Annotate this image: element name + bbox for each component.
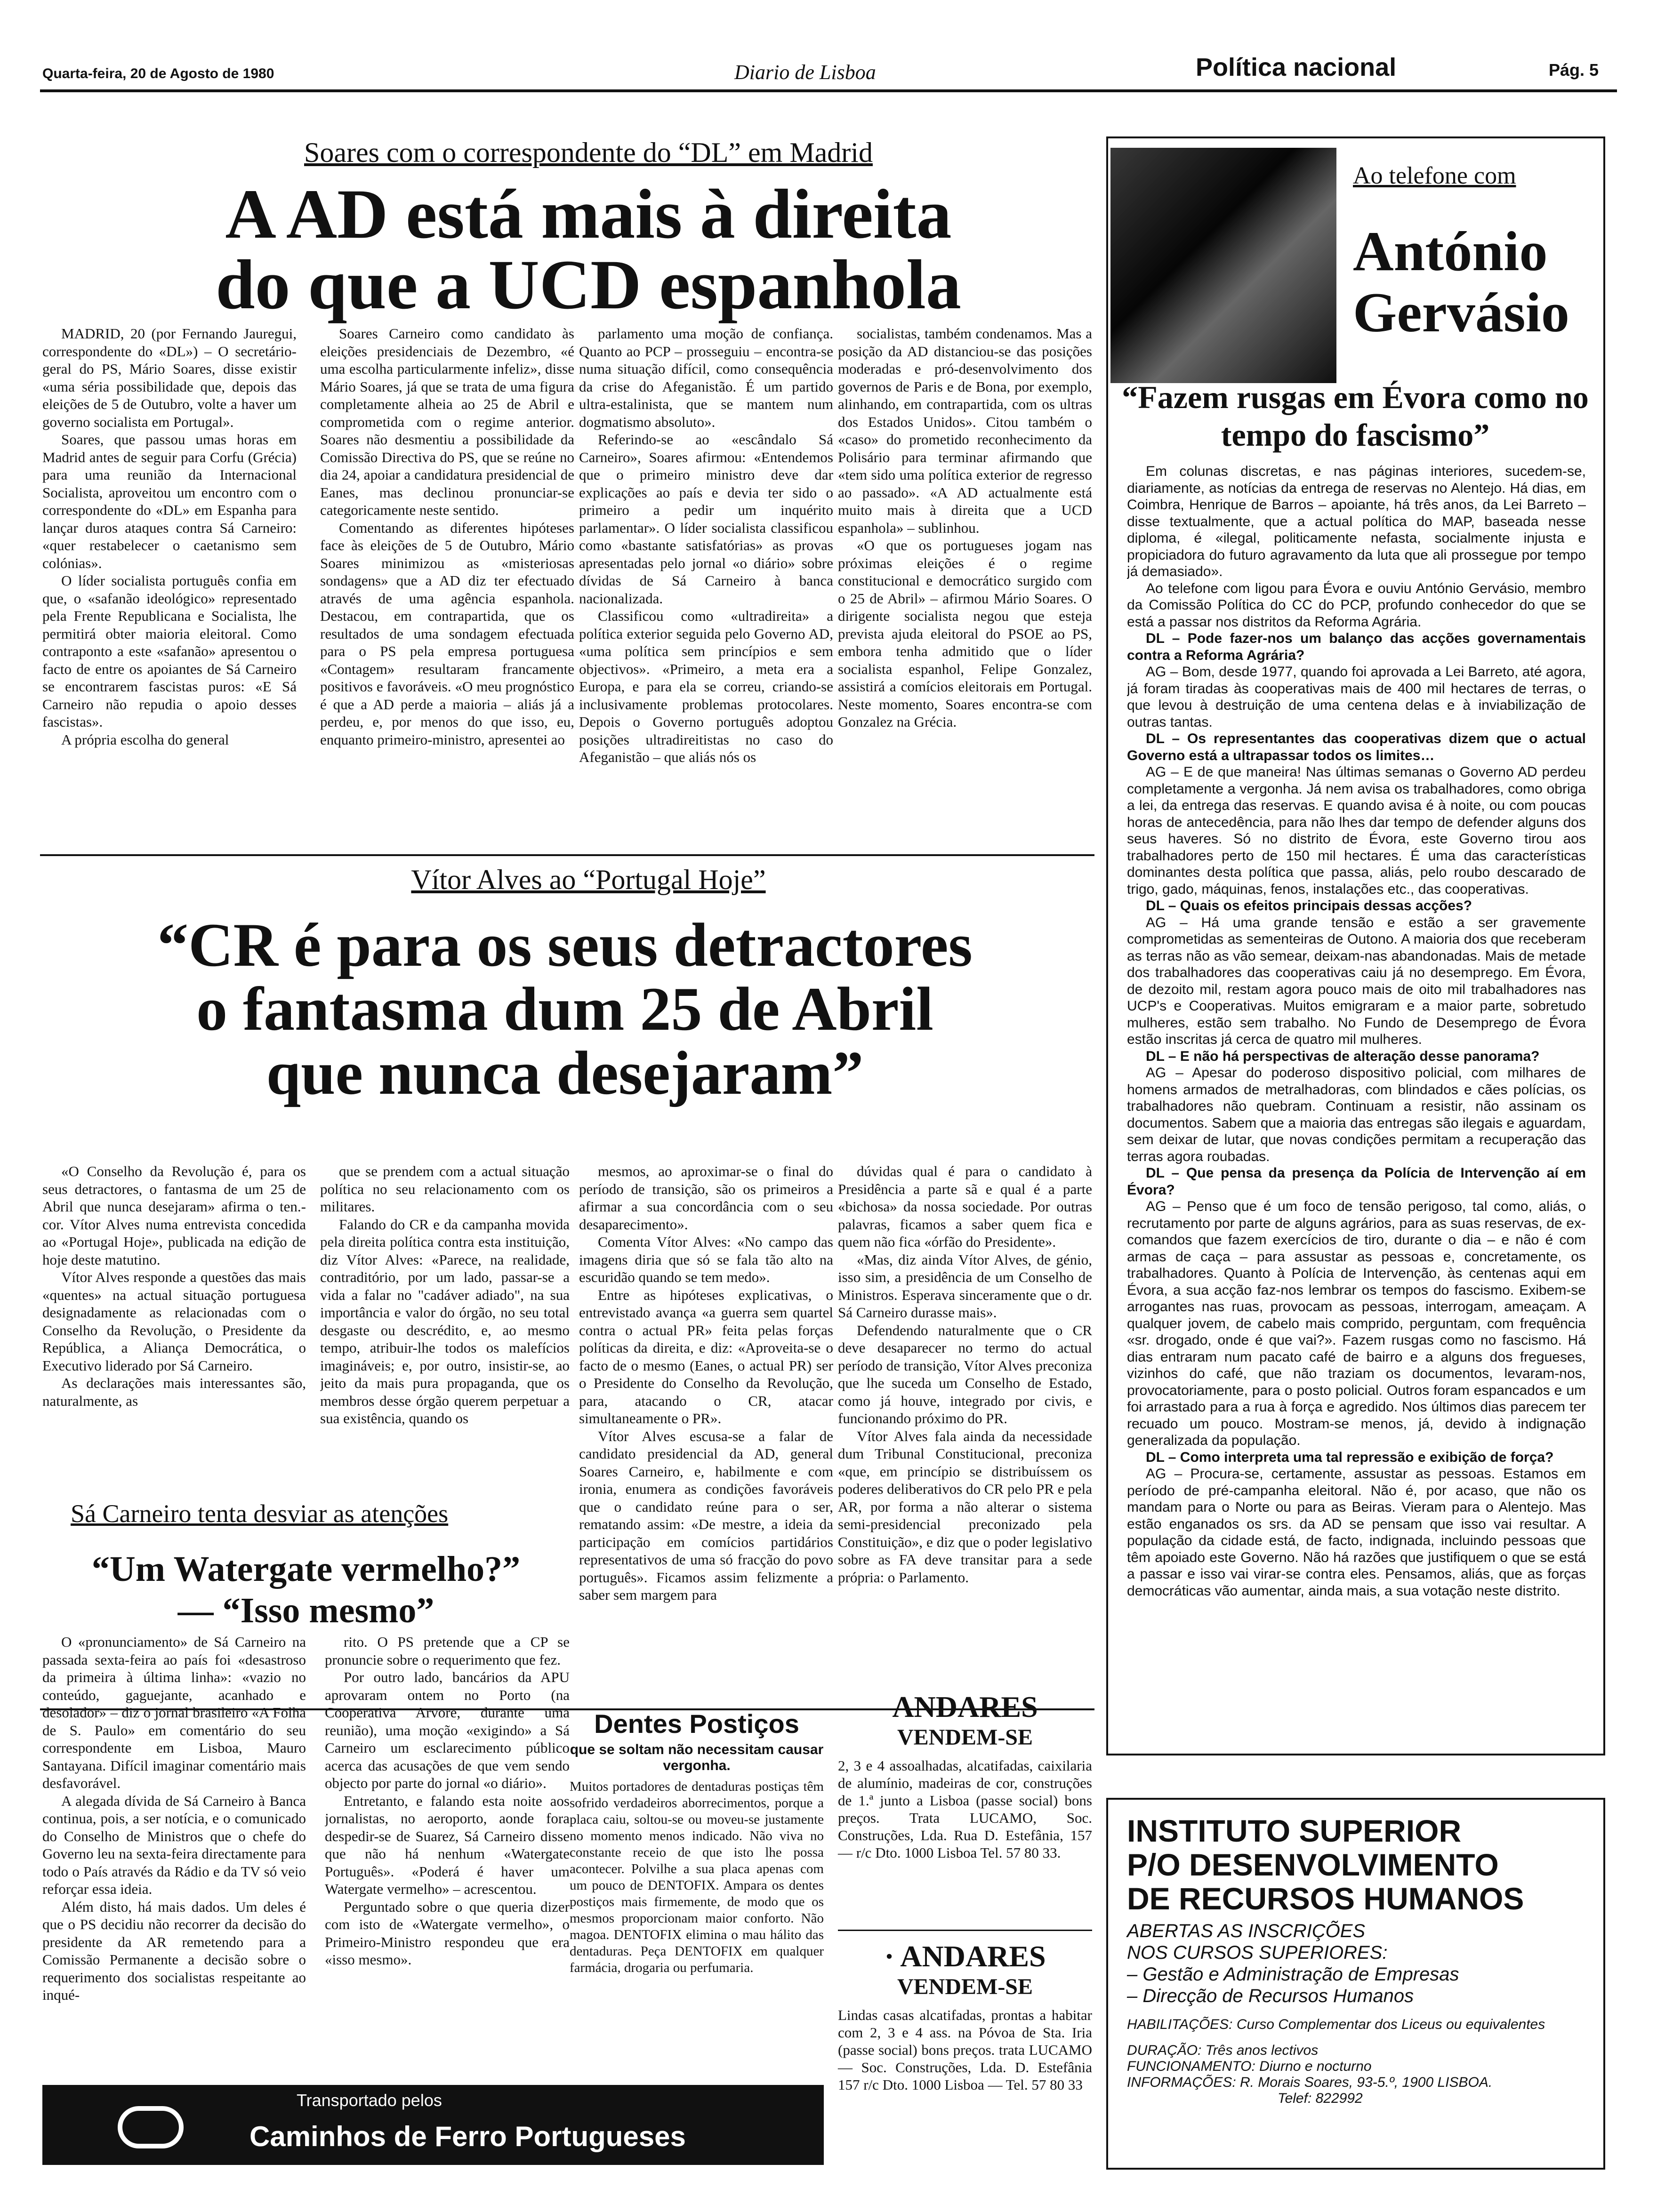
ad-instituto-info-line: INFORMAÇÕES: R. Morais Soares, 93-5.º, 1900 LISBOA. bbox=[1127, 2075, 1493, 2090]
interview-name-line: António bbox=[1353, 220, 1548, 282]
article2-title-line: o fantasma dum 25 de Abril bbox=[196, 974, 933, 1043]
interview-name-line: Gervásio bbox=[1353, 281, 1569, 344]
interview-question: DL – Quais os efeitos principais dessas acções? bbox=[1146, 898, 1472, 914]
article2-title-line: que nunca desejaram” bbox=[266, 1038, 864, 1107]
paragraph: Vítor Alves responde a questões das mais «quentes» na actual situação portuguesa designadamente as relacionadas com o Conselho da Revolução, o Presidente da República, a Aliança Democrática, o Executivo liderado por Sá Carneiro. bbox=[42, 1269, 306, 1374]
interview-intro: Em colunas discretas, e nas páginas interiores, sucedem-se, diariamente, as notícias da entrega de reservas no Alentejo. Há dias, em Coimbra, Henrique de Barros – apoiante, há três anos, da Lei Barreto – disse textualmente, que a actual política do MAP, baseada nesse diploma, é «ilegal, politicamente nefasta, socialmente injusta e propiciadora do futuro agravamento da luta que ali prossegue por tempo já demasiado». bbox=[1127, 464, 1586, 579]
paragraph: Comentando as diferentes hipóteses face às eleições de 5 de Outubro, Mário Soares minimizou as «misteriosas sondagens» que a AD diz ter efectuado através de uma agência espanhola. Destacou, em contrapartida, que os resultados de uma sondagem efectuada para o PS pela empresa portuguesa «Contagem» resultaram francamente positivos e favoráveis. «O meu prognóstico é que a AD perde a maioria – aliás já a perdeu, e, por menos do que isso, eu, enquanto primeiro-ministro, apresentei ao bbox=[320, 519, 574, 748]
interview-intro2: Ao telefone com ligou para Évora e ouviu António Gervásio, membro da Comissão Política do CC do PCP, profundo conhecedor do que se está a passar nos distritos da Reforma Agrária. bbox=[1127, 580, 1586, 630]
interview-question: DL – Os representantes das cooperativas dizem que o actual Governo está a ultrapassar todos os limites… bbox=[1127, 731, 1586, 763]
paragraph: socialistas, também condenamos. Mas a posição da AD distanciou-se das posições moderadas e pró-desenvolvimento dos governos de Paris e de Bona, por exemplo, alinhando, em contrapartida, com os ultras dos Estados Unidos». Citou também o «caso» do prometido reconhecimento da Polisário para terminar afirmando que «tem sido uma política exterior de regresso ao passado». «A AD actualmente está muito mais à direita que a UCD espanhola» – sublinhou. bbox=[838, 325, 1092, 536]
ad-instituto-line: – Direcção de Recursos Humanos bbox=[1127, 1986, 1414, 2006]
article1-title-line: do que a UCD espanhola bbox=[216, 246, 961, 324]
paragraph: Vítor Alves escusa-se a falar de candidato presidencial da AD, general Soares Carneiro, e, habilmente e com ironia, enumera as condições favoráveis que o candidato reúne para o ser, rematando assim: «De mestre, a ideia da participação em comícios partidários representativos de uma só fracção do povo português». Ficamos assim felizmente a saber sem margem para bbox=[579, 1427, 833, 1603]
ad-separator bbox=[838, 1930, 1092, 1931]
ad-andares-body: 2, 3 e 4 assoalhadas, alcatifadas, caixilaria de alumínio, madeiras de cor, construções de 1.ª junto a Lisboa (passe social) bons preços. Trata LUCAMO, Soc. Construções, Lda. Rua D. Estefânia, 157 — r/c Dto. 1000 Lisboa Tel. 57 80 33. bbox=[838, 1757, 1092, 1861]
paragraph: Além disto, há mais dados. Um deles é que o PS decidiu não recorrer da decisão do presidente da AR remetendo para a Comissão Permanente a decisão sobre o requerimento dos socialistas respeitante ao inqué- bbox=[42, 1898, 306, 2003]
article1-col bbox=[320, 325, 574, 847]
article3-title-line: — “Isso mesmo” bbox=[177, 1591, 434, 1630]
paragraph: «O que os portugueses jogam nas próximas eleições é o regime constitucional e democrático surgido com o 25 de Abril» – afirmou Mário Soares. O dirigente socialista negou que esteja prevista ajuda eleitoral do PSOE ao PS, embora tenha admitido que o líder socialista espanhol, Felipe Gonzalez, assistirá a comícios eleitorais em Portugal. Neste momento, Soares encontra-se com Gonzalez na Grécia. bbox=[838, 537, 1092, 730]
article2-col bbox=[42, 1162, 306, 1492]
ad-instituto-line: ABERTAS AS INSCRIÇÕES bbox=[1127, 1921, 1366, 1941]
interview-box bbox=[1106, 136, 1605, 1755]
article3-col bbox=[325, 1633, 570, 2061]
paragraph: parlamento uma moção de confiança. Quanto ao PCP – prosseguiu – encontra-se numa situação difícil, como consequência da crise do Afeganistão. É um partido ultra-estalinista, que se mantem num dogmatismo absoluto». bbox=[579, 325, 833, 430]
interview-answer: AG – Apesar do poderoso dispositivo policial, com milhares de homens armados de metralhadoras, com blindados e cães polícias, os trabalhadores não quebram. Continuam a resistir, não assinam os documentos. Sabem que a maioria das entregas são ilegais e aguardam, sem deixar de lutar, que novas condições permitam a recuperação das terras agora roubadas. bbox=[1127, 1065, 1586, 1164]
paragraph: Soares, que passou umas horas em Madrid antes de seguir para Corfu (Grécia) para uma reunião da Internacional Socialista, aproveitou um encontro com o correspondente do «DL» em Espanha para lançar duros ataques contra Sá Carneiro: «quer restabelecer o caetanismo sem colónias». bbox=[42, 431, 297, 571]
ad-instituto-habil-text: Curso Complementar dos Liceus ou equivalentes bbox=[1236, 2017, 1545, 2032]
ad-instituto-title bbox=[1127, 1814, 1585, 1915]
article1-col bbox=[42, 325, 297, 847]
ad-instituto-habil-label: HABILITAÇÕES: bbox=[1127, 2017, 1233, 2032]
ad-instituto-title-line: INSTITUTO SUPERIOR bbox=[1127, 1813, 1462, 1848]
header-date: Quarta-feira, 20 de Agosto de 1980 bbox=[42, 66, 274, 81]
paragraph: Referindo-se ao «escândalo Sá Carneiro», Soares afirmou: «Entendemos que o primeiro ministro deve dar explicações ao país e devia ter sido o primeiro a pedir um inquérito parlamentar». O líder socialista classificou como «bastante satisfatórias» as provas apresentadas pelo jornal «o diário» sobre dívidas de Sá Carneiro à banca nacionalizada. bbox=[579, 431, 833, 607]
paragraph: que se prendem com a actual situação política no seu relacionamento com os militares. bbox=[320, 1163, 570, 1215]
paragraph: MADRID, 20 (por Fernando Jauregui, correspondente do «DL») – O secretário-geral do PS, Mário Soares, disse existir «uma séria possibilidade que, depois das eleições de 5 de Outubro, volte a haver um governo socialista em Portugal». bbox=[42, 325, 297, 430]
paragraph: A alegada dívida de Sá Carneiro à Banca continua, pois, a ser notícia, e o comunicado do Conselho de Ministros que o chefe do Governo leu na sexta-feira directamente para todo o País através da Rádio e da TV só veio reforçar essa ideia. bbox=[42, 1792, 306, 1897]
paragraph: «Mas, diz ainda Vítor Alves, de génio, isso sim, a presidência de um Conselho de Ministros. Esperava sinceramente que o dr. Sá Carneiro durasse mais». bbox=[838, 1251, 1092, 1321]
interview-question: DL – E não há perspectivas de alteração desse panorama? bbox=[1146, 1048, 1540, 1064]
ad-instituto-title-line: P/O DESENVOLVIMENTO bbox=[1127, 1847, 1499, 1882]
article2-col bbox=[579, 1162, 833, 1708]
article2-kicker: Vítor Alves ao “Portugal Hoje” bbox=[411, 864, 766, 895]
ad-instituto-title-line: DE RECURSOS HUMANOS bbox=[1127, 1881, 1524, 1916]
article2-col bbox=[838, 1162, 1092, 1708]
interview-answer: AG – E de que maneira! Nas últimas semanas o Governo AD perdeu completamente a vergonha. Já nem avisa os trabalhadores, como obriga a lei, da entrega das reservas. E quando avisa é à noite, ou com poucas horas de antecedência, para não lhes dar tempo de defender alguns dos seus haveres. Só no distrito de Évora, este Governo tirou aos trabalhadores perto de 150 mil hectares. É uma das características dominantes desta política que passa, aliás, pelo roubo descarado de trigo, gado, máquinas, fenos, instalações etc., das cooperativas. bbox=[1127, 764, 1586, 897]
article1-col bbox=[579, 325, 833, 847]
paragraph: Entretanto, e falando esta noite aos jornalistas, no aeroporto, aonde fora despedir-se de Suarez, Sá Carneiro disse que não há nenhum «Watergate Português». «Poderá é haver um Watergate vermelho» – acrescentou. bbox=[325, 1792, 570, 1897]
article3-kicker: Sá Carneiro tenta desviar as atenções bbox=[71, 1499, 449, 1528]
ad-instituto-info-line: FUNCIONAMENTO: Diurno e nocturno bbox=[1127, 2059, 1372, 2074]
ad-andares-title: · ANDARES bbox=[884, 1940, 1046, 1973]
interview-name bbox=[1353, 221, 1569, 343]
page-number: Pág. 5 bbox=[1549, 60, 1599, 80]
interview-answer: AG – Há uma grande tensão e estão a ser gravemente comprometidas as sementeiras de Outono. A maioria dos que receberam as terras não as vão semear, deixam-nas abandonadas. Mais de metade dos trabalhadores das cooperativas caiu já no desemprego. Em Évora, de dezoito mil, restam agora pouco mais de oito mil trabalhadores nas UCP's e Cooperativas. Muitos emigraram e a maior parte, sobretudo mulheres, estão sem trabalho. No Fundo de Desemprego de Évora estão inscritas já cerca de quatro mil mulheres. bbox=[1127, 914, 1586, 1047]
ad-instituto-info-line: DURAÇÃO: Três anos lectivos bbox=[1127, 2043, 1319, 2058]
interview-question: DL – Como interpreta uma tal repressão e exibição de força? bbox=[1146, 1449, 1554, 1465]
paragraph: Falando do CR e da campanha movida pela direita política contra esta instituição, diz Vítor Alves: «Parece, na realidade, contraditório, por um lado, passar-se a vida a falar no "cadáver adiado", na sua importância e valor do órgão, no seu total desgaste ou descrédito, e, ao mesmo tempo, atribuir-lhe todos os malefícios imagináveis; e, por outro, insistir-se, ao jeito da mais pura propaganda, que os membros desse órgão querem perpetuar a sua existência, quando os bbox=[320, 1216, 570, 1427]
paragraph: mesmos, ao aproximar-se o final do período de transição, são os primeiros a afirmar a sua concordância com o seu desaparecimento». bbox=[579, 1163, 833, 1233]
article1-col bbox=[838, 325, 1092, 847]
ad-andares-title: ANDARES bbox=[892, 1690, 1038, 1723]
interview-kicker: Ao telefone com bbox=[1353, 162, 1516, 189]
article1-kicker: Soares com o correspondente do “DL” em Madrid bbox=[304, 137, 873, 168]
ad-andares-body: Lindas casas alcatifadas, prontas a habitar com 2, 3 e 4 ass. na Póvoa de Sta. Iria (passe social) bons preços. trata LUCAMO — Soc. Construções, Lda. D. Estefânia 157 r/c Dto. 1000 Lisboa — Tel. 57 80 33 bbox=[838, 2007, 1092, 2093]
paragraph: rito. O PS pretende que a CP se pronuncie sobre o requerimento que fez. bbox=[325, 1634, 570, 1668]
article3-title-line: “Um Watergate vermelho?” bbox=[91, 1549, 521, 1589]
portrait-photo bbox=[1110, 148, 1336, 383]
ad-instituto-line: – Gestão e Administração de Empresas bbox=[1127, 1964, 1459, 1985]
ad-instituto-lines bbox=[1127, 1920, 1585, 2007]
paragraph: Classificou como «ultradireita» a política exterior seguida pelo Governo AD, «uma política sem princípios e sem objectivos». «Primeiro, a meta era a Europa, e para ela se correu, criando-se inclusivamente problemas protocolares. Depois o Governo português adoptou posições ultradireitistas no caso do Afeganistão – que aliás nós os bbox=[579, 608, 833, 765]
paragraph: Comenta Vítor Alves: «No campo das imagens diria que só se fala tão alto na escuridão quando se tem medo». bbox=[579, 1234, 833, 1285]
paragraph: dúvidas qual é para o candidato à Presidência a parte sã e qual é a parte «bichosa» da nossa sociedade. Por outras palavras, ficamos a saber quem fica e quem não fica «órfão do Presidente». bbox=[838, 1163, 1092, 1250]
paragraph: As declarações mais interessantes são, naturalmente, as bbox=[42, 1375, 306, 1409]
paragraph: Soares Carneiro como candidato às eleições presidenciais de Dezembro, «é uma escolha particularmente infeliz», disse Mário Soares, já que se trata de uma figura completamente alheia ao 25 de Abril e comprometida com o regime anterior. Soares não desmentiu a possibilidade da Comissão Directiva do PS, que se reúne no dia 24, apoiar a candidatura presidencial de Eanes, mas declinou pronunciar-se categoricamente neste sentido. bbox=[320, 325, 574, 518]
interview-question: DL – Pode fazer-nos um balanço das acções governamentais contra a Reforma Agrária? bbox=[1127, 631, 1586, 663]
interview-body bbox=[1127, 463, 1586, 1743]
paragraph: Vítor Alves fala ainda da necessidade dum Tribunal Constitucional, preconiza «que, em princípio se distribuíssem os poderes deliberativos do CR pelo PR e pela AR, por forma a não alterar o sistema semi-presidencial preconizado pela Constituição», e diz que o poder legislativo sobre as FA deve transitar para a sede própria: o Parlamento. bbox=[838, 1427, 1092, 1586]
paragraph: «O Conselho da Revolução é, para os seus detractores, o fantasma de um 25 de Abril que nunca desejaram» afirma o ten.-cor. Vítor Alves numa entrevista concedida ao «Portugal Hoje», publicada na edição de hoje deste matutino. bbox=[42, 1163, 306, 1268]
interview-answer: AG – Bom, desde 1977, quando foi aprovada a Lei Barreto, até agora, já foram tiradas às cooperativas mais de 400 mil hectares de terras, o que levou à destruição de uma centena delas e à inviabilização de outras tantas. bbox=[1127, 664, 1586, 730]
paragraph: Perguntado sobre o que queria dizer com isto de «Watergate vermelho», o Primeiro-Ministro respondeu que era «isso mesmo». bbox=[325, 1898, 570, 1968]
article3-title bbox=[47, 1548, 565, 1631]
ad-instituto-info-line: Telef: 822992 bbox=[1278, 2091, 1363, 2106]
paragraph: Entre as hipóteses explicativas, o entrevistado avança «a guerra sem quartel contra o actual PR» feita pelas forças políticas da direita, e diz: «Aproveita-se o facto de o mesmo (Eanes, o actual PR) ser o Presidente do Conselho da Revolução, para, atacando o CR, atacar simultaneamente o PR». bbox=[579, 1286, 833, 1427]
ad-andares-2 bbox=[838, 1939, 1092, 2160]
article2-title-line: “CR é para os seus detractores bbox=[157, 910, 973, 979]
interview-headline: “Fazem rusgas em Évora como no tempo do fascismo” bbox=[1122, 379, 1589, 453]
ad-dentes-title: Dentes Postiços bbox=[594, 1709, 799, 1739]
paragraph: O «pronunciamento» de Sá Carneiro na passada sexta-feira ao país foi «desastroso da primeira à última linha»: «vazio no conteúdo, gaguejante, acanhado e desolador» – diz o jornal brasileiro «A Folha de S. Paulo» em comentário do seu correspondente em Lisboa, Mauro Santayana. Difícil imaginar comentário mais desfavorável. bbox=[42, 1634, 306, 1791]
ad-andares-1 bbox=[838, 1690, 1092, 1925]
paragraph: Por outro lado, bancários da APU aprovaram ontem no Porto (na Cooperativa Arvore, durante uma reunião), uma moção «exigindo» a Sá Carneiro um esclarecimento público acerca das acusações de que vem sendo objecto por parte do jornal «o diário». bbox=[325, 1669, 570, 1791]
article1-title bbox=[94, 175, 1083, 324]
section-title: Política nacional bbox=[1196, 53, 1397, 81]
masthead: Diario de Lisboa bbox=[734, 61, 876, 84]
paragraph: A própria escolha do general bbox=[61, 731, 229, 748]
cp-main-text: Caminhos de Ferro Portugueses bbox=[249, 2121, 686, 2152]
interview-question: DL – Que pensa da presença da Polícia de Intervenção aí em Évora? bbox=[1127, 1165, 1586, 1198]
paragraph: Defendendo naturalmente que o CR deve desaparecer no termo do actual período de transição, Vítor Alves preconiza que lhe suceda um Conselho de Estado, como já houve, integrado por civis, e funcionando próximo do PR. bbox=[838, 1322, 1092, 1427]
interview-answer: AG – Procura-se, certamente, assustar as pessoas. Estamos em período de pré-campanha eleitoral. Não é, por acaso, que não os mandam para o Norte ou para as Beiras. Vieram para o Alentejo. Mas estão enganados os srs. da AD se pensam que isso vai resultar. A população da cidade está, de facto, indignada, incluindo pessoas que têm apoiado este Governo. Não há razões que justifiquem o que se está a passar e isso vai virar-se contra eles. Pensamos, aliás, que as forças democráticas vão aumentar, ainda mais, a sua votação neste distrito. bbox=[1127, 1466, 1586, 1599]
ad-andares-sub: VENDEM-SE bbox=[897, 1725, 1033, 1750]
cp-top-text: Transportado pelos bbox=[297, 2091, 442, 2110]
ad-instituto-habil bbox=[1127, 2016, 1585, 2033]
article1-rule bbox=[40, 854, 1094, 856]
ad-dentes bbox=[570, 1704, 824, 2076]
header-rule bbox=[40, 89, 1617, 92]
article3-col bbox=[42, 1633, 306, 2061]
paragraph: O líder socialista português confia em que, o «safanão ideológico» representado pela Frente Republicana e Socialista, lhe permitirá obter maioria eleitoral. Como contraponto a este «safanão» apresentou o facto de entre os apoiantes de Sá Carneiro se encontrarem fascistas puros: «E Sá Carneiro não repudia o apoio desses fascistas». bbox=[42, 572, 297, 730]
ad-dentes-body: Muitos portadores de dentaduras postiças têm sofrido verdadeiros aborrecimentos, porque a placa caiu, soltou-se ou moveu-se justamente no momento menos indicado. Não viva no constante receio de que isto lhe possa acontecer. Polvilhe a sua placa apenas com um pouco de DENTOFIX. Ampara os dentes postiços mais firmemente, de modo que os mesmos proporcionam maior conforto. Não magoa. DENTOFIX elimina o mau hálito das dentaduras. Peça DENTOFIX em qualquer farmácia, drogaria ou perfumaria. bbox=[570, 1779, 824, 1975]
article1-title-line: A AD está mais à direita bbox=[225, 175, 952, 253]
ad-andares-sub: VENDEM-SE bbox=[897, 1974, 1033, 1999]
ad-instituto-info bbox=[1127, 2043, 1585, 2107]
ad-instituto bbox=[1106, 1798, 1605, 2170]
ad-instituto-line: NOS CURSOS SUPERIORES: bbox=[1127, 1942, 1388, 1963]
interview-answer: AG – Penso que é um foco de tensão perigoso, tal como, aliás, o recrutamento por parte de alguns agrários, para as suas reservas, de ex-comandos que fazem exercícios de tiro, durante o dia – e não é com armas de caça – para assustar as pessoas e, concretamente, os trabalhadores. Quanto à Polícia de Intervenção, às centenas aqui em Évora, a sua acção faz-nos lembrar os tempos do fascismo. Exibem-se arrogantes nas ruas, provocam as pessoas, interrogam, ameaçam. A qualquer jovem, de cabelo mais comprido, perguntam, com frequência «sr. drogado, onde é que vai?». Fazem rusgas como no fascismo. Há dias entraram num pacato café de bairro e a alguns dos fregueses, vizinhos do café, que não traziam os documentos, levaram-nos, provocatoriamente, para o posto policial. Outros foram espancados e um foi arrastado para a rua à força e agredido. Nos últimos dias parecem ter recuado um pouco. Mostram-se menos, já, devido à indignação generalizada da população. bbox=[1127, 1199, 1586, 1448]
ad-dentes-sub: que se soltam não necessitam causar vergonha. bbox=[570, 1742, 824, 1773]
article2-title bbox=[47, 910, 1083, 1107]
cp-banner bbox=[42, 2085, 824, 2165]
cp-logo: CP bbox=[118, 2106, 184, 2148]
